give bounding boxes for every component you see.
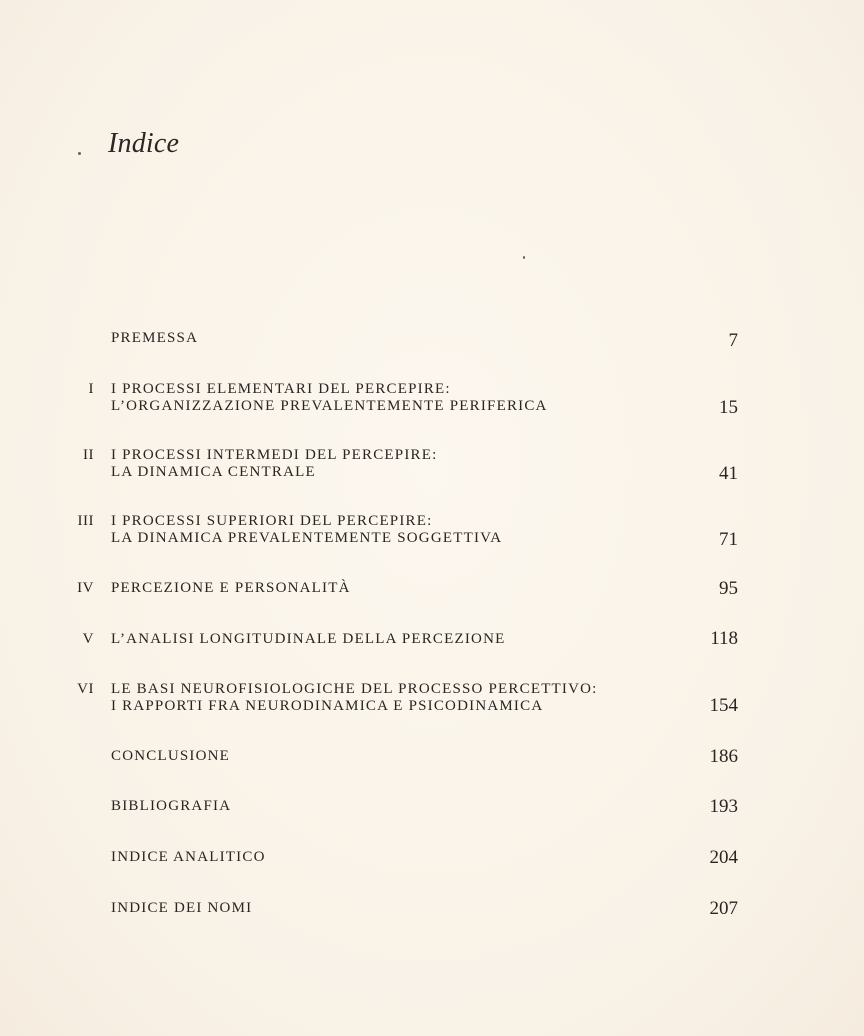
entry-page-number: 204 — [709, 847, 738, 868]
entry-title-line: I PROCESSI ELEMENTARI DEL PERCEPIRE: — [111, 381, 451, 397]
entry-title-line: I PROCESSI SUPERIORI DEL PERCEPIRE: — [111, 513, 433, 529]
toc-entry-chapter-1 — [0, 381, 864, 421]
entry-title — [111, 580, 351, 597]
chapter-numeral: III — [77, 513, 94, 529]
entry-title — [111, 798, 231, 815]
entry-title — [111, 330, 198, 347]
entry-page-number: 186 — [709, 746, 738, 767]
entry-title — [111, 447, 437, 481]
toc-entry-chapter-5 — [0, 628, 864, 671]
chapter-numeral: II — [83, 447, 94, 463]
entry-page-number: 118 — [710, 628, 738, 649]
entry-page-number: 71 — [719, 529, 738, 550]
entry-title-line: I RAPPORTI FRA NEURODINAMICA E PSICODINAMICA — [111, 698, 544, 714]
entry-page-number: 15 — [719, 397, 738, 418]
entry-title-line: BIBLIOGRAFIA — [111, 798, 232, 814]
entry-title — [111, 631, 505, 648]
toc-entry-premessa — [0, 330, 864, 370]
entry-page-number: 7 — [728, 330, 738, 351]
entry-title-line: INDICE DEI NOMI — [111, 900, 253, 916]
entry-page-number: 41 — [719, 463, 738, 484]
entry-title-line: L’ORGANIZZAZIONE PREVALENTEMENTE PERIFERICA — [111, 398, 548, 414]
entry-title-line: PREMESSA — [111, 330, 199, 346]
toc-entry-chapter-4 — [0, 580, 864, 620]
toc-entry-bibliografia — [0, 798, 864, 838]
entry-title-line: PERCEZIONE E PERSONALITÀ — [111, 580, 351, 596]
entry-title — [111, 681, 598, 715]
entry-title — [111, 748, 230, 765]
entry-page-number: 95 — [719, 578, 738, 599]
entry-title-line: I PROCESSI INTERMEDI DEL PERCEPIRE: — [111, 447, 438, 463]
paper-speck — [523, 256, 525, 259]
entry-title-line: LE BASI NEUROFISIOLOGICHE DEL PROCESSO PERCETTIVO: — [111, 681, 598, 697]
entry-page-number: 207 — [709, 898, 738, 919]
entry-title-line: CONCLUSIONE — [111, 748, 231, 764]
toc-entry-chapter-6 — [0, 681, 864, 721]
toc-entry-indice-analitico — [0, 849, 864, 889]
entry-title-line: LA DINAMICA CENTRALE — [111, 464, 316, 480]
entry-title — [111, 381, 548, 415]
chapter-numeral: VI — [77, 681, 94, 697]
entry-title-line: INDICE ANALITICO — [111, 849, 266, 865]
chapter-numeral: I — [88, 381, 94, 397]
chapter-numeral: V — [82, 631, 94, 647]
toc-entry-indice-dei-nomi — [0, 900, 864, 940]
toc-entry-conclusione — [0, 748, 864, 788]
entry-title — [111, 900, 252, 917]
toc-entry-chapter-3 — [0, 513, 864, 553]
chapter-numeral: IV — [77, 580, 94, 596]
entry-title — [111, 513, 502, 547]
entry-page-number: 154 — [709, 695, 738, 716]
page-title: Indice — [108, 128, 180, 159]
entry-title — [111, 849, 266, 866]
entry-title-line: LA DINAMICA PREVALENTEMENTE SOGGETTIVA — [111, 530, 503, 546]
toc-entry-chapter-2 — [0, 447, 864, 487]
paper-speck — [78, 152, 81, 155]
entry-page-number: 193 — [709, 796, 738, 817]
entry-title-line: L’ANALISI LONGITUDINALE DELLA PERCEZIONE — [111, 631, 506, 647]
